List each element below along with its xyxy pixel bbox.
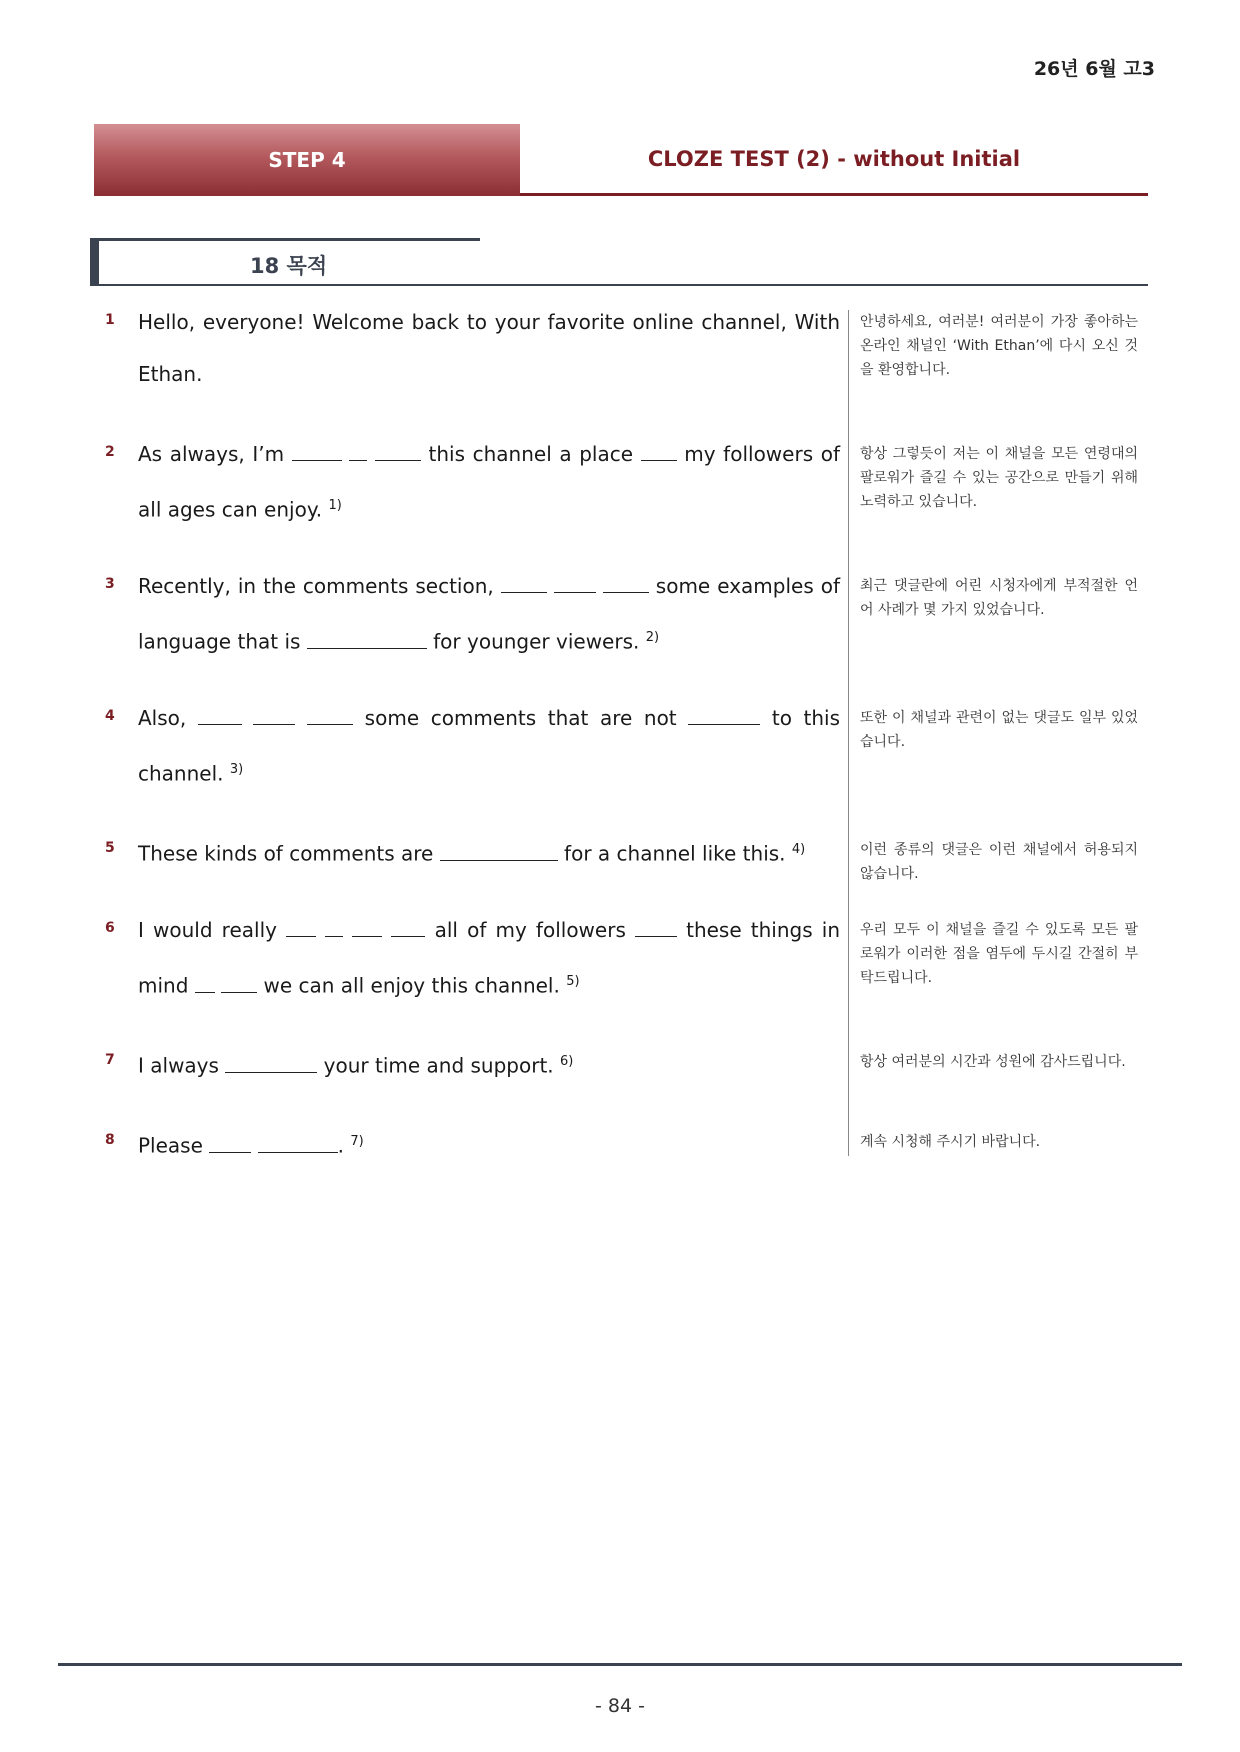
answer-blank[interactable] bbox=[688, 706, 760, 725]
answer-blank[interactable] bbox=[307, 706, 353, 725]
sentence-text: I always bbox=[138, 1053, 226, 1078]
sentence-number: 2 bbox=[105, 444, 115, 460]
sentence-text: we can all enjoy this channel. bbox=[257, 973, 560, 998]
sentence-text: all of my followers bbox=[425, 918, 635, 942]
english-sentence bbox=[138, 904, 840, 1012]
column-divider bbox=[848, 310, 849, 1156]
sentence-number: 6 bbox=[105, 920, 115, 936]
footnote-marker: 4) bbox=[791, 842, 806, 857]
answer-blank[interactable] bbox=[501, 574, 547, 593]
korean-translation: 최근 댓글란에 어린 시청자에게 부적절한 언어 사례가 몇 가지 있었습니다. bbox=[860, 578, 1138, 618]
english-sentence bbox=[138, 560, 840, 668]
sentence-text: Please bbox=[138, 1133, 210, 1158]
sentence-text bbox=[342, 442, 350, 466]
korean-translation: 항상 여러분의 시간과 성원에 감사드립니다. bbox=[860, 1054, 1126, 1070]
answer-blank[interactable] bbox=[603, 574, 649, 593]
answer-blank[interactable] bbox=[195, 974, 215, 993]
sentence-text bbox=[295, 706, 307, 730]
sentence-text bbox=[382, 918, 391, 942]
sentence-text: this channel a place bbox=[420, 442, 641, 466]
sentence-text: some comments that are not bbox=[353, 706, 689, 730]
section-bottom-line bbox=[90, 284, 1148, 286]
footnote-marker: 1) bbox=[328, 498, 342, 513]
answer-blank[interactable] bbox=[253, 706, 295, 725]
sentence-text: your time and support. bbox=[317, 1053, 554, 1078]
sentence-text bbox=[316, 918, 325, 942]
sentence-text: these things in mind bbox=[138, 918, 840, 998]
korean-translation: 안녕하세요, 여러분! 여러분이 가장 좋아하는 온라인 채널인 ‘With Ethan’에 다시 오신 것을 환영합니다. bbox=[860, 314, 1138, 378]
answer-blank[interactable] bbox=[286, 918, 316, 937]
sentence-number: 4 bbox=[105, 708, 115, 724]
page-number: - 84 - bbox=[595, 1695, 645, 1717]
answer-blank[interactable] bbox=[635, 918, 677, 937]
sentence-text bbox=[367, 442, 375, 466]
section-top-line bbox=[90, 238, 480, 241]
answer-blank[interactable] bbox=[292, 442, 342, 461]
sentence-text: These kinds of comments are bbox=[138, 841, 440, 866]
sentence-text: I would really bbox=[138, 918, 287, 942]
korean-translation: 계속 시청해 주시기 바랍니다. bbox=[860, 1134, 1041, 1150]
footnote-marker: 3) bbox=[229, 762, 244, 777]
sentence-text: to this channel. bbox=[138, 706, 841, 786]
section-title: 18 목적 bbox=[250, 254, 328, 278]
sentence-text bbox=[596, 574, 603, 598]
korean-translation: 우리 모두 이 채널을 즐길 수 있도록 모든 팔로워가 이러한 점을 염두에 두시길 간절히 부탁드립니다. bbox=[860, 922, 1138, 986]
answer-blank[interactable] bbox=[349, 442, 367, 461]
sentence-number: 1 bbox=[105, 312, 115, 328]
sentence-text: for a channel like this. bbox=[557, 841, 786, 866]
answer-blank[interactable] bbox=[258, 1134, 338, 1153]
english-sentence bbox=[138, 824, 840, 880]
answer-blank[interactable] bbox=[440, 842, 558, 861]
sentence-number: 8 bbox=[105, 1132, 115, 1148]
sentence-number: 3 bbox=[105, 576, 115, 592]
answer-blank[interactable] bbox=[225, 1054, 317, 1073]
sentence-text bbox=[547, 574, 554, 598]
sentence-text: . bbox=[337, 1133, 344, 1158]
footnote-marker: 6) bbox=[560, 1054, 574, 1069]
sentence-text: some examples of language that is bbox=[138, 574, 841, 654]
footer-rule bbox=[58, 1663, 1182, 1666]
korean-translation: 항상 그렇듯이 저는 이 채널을 모든 연령대의 팔로워가 즐길 수 있는 공간으로 만들기 위해 노력하고 있습니다. bbox=[860, 446, 1138, 510]
answer-blank[interactable] bbox=[375, 442, 421, 461]
sentence-text bbox=[242, 706, 254, 730]
answer-blank[interactable] bbox=[391, 918, 425, 937]
english-sentence bbox=[138, 296, 840, 400]
answer-blank[interactable] bbox=[641, 442, 677, 461]
footnote-marker: 2) bbox=[645, 630, 660, 645]
answer-blank[interactable] bbox=[554, 574, 596, 593]
sentence-number: 5 bbox=[105, 840, 115, 856]
english-sentence bbox=[138, 1116, 840, 1172]
korean-translation: 또한 이 채널과 관련이 없는 댓글도 일부 있었습니다. bbox=[860, 710, 1138, 750]
header-date-grade: 26년 6월 고3 bbox=[1033, 58, 1155, 80]
answer-blank[interactable] bbox=[198, 706, 242, 725]
step-header bbox=[94, 124, 1148, 196]
sentence-text: Also, bbox=[138, 706, 198, 730]
answer-blank[interactable] bbox=[325, 918, 343, 937]
english-sentence bbox=[138, 1036, 840, 1092]
english-sentence bbox=[138, 428, 840, 536]
answer-blank[interactable] bbox=[352, 918, 382, 937]
section-accent-bar bbox=[90, 238, 99, 286]
answer-blank[interactable] bbox=[221, 974, 257, 993]
answer-blank[interactable] bbox=[307, 630, 427, 649]
section-header bbox=[90, 238, 1148, 286]
answer-blank[interactable] bbox=[209, 1134, 251, 1153]
english-sentence bbox=[138, 692, 840, 800]
sentence-text: Hello, everyone! Welcome back to your favorite online channel, With Ethan. bbox=[138, 310, 840, 386]
sentence-text: for younger viewers. bbox=[426, 629, 640, 654]
sentence-text: Recently, in the comments section, bbox=[138, 574, 501, 598]
footnote-marker: 5) bbox=[566, 974, 580, 989]
korean-translation: 이런 종류의 댓글은 이런 채널에서 허용되지 않습니다. bbox=[860, 842, 1138, 882]
step-title: CLOZE TEST (2) - without Initial bbox=[520, 124, 1148, 196]
sentence-text: As always, I’m bbox=[138, 442, 292, 466]
step-label: STEP 4 bbox=[94, 124, 520, 196]
sentence-text bbox=[343, 918, 352, 942]
footnote-marker: 7) bbox=[350, 1134, 364, 1149]
sentence-text: my followers of all ages can enjoy. bbox=[138, 442, 840, 522]
sentence-number: 7 bbox=[105, 1052, 115, 1068]
